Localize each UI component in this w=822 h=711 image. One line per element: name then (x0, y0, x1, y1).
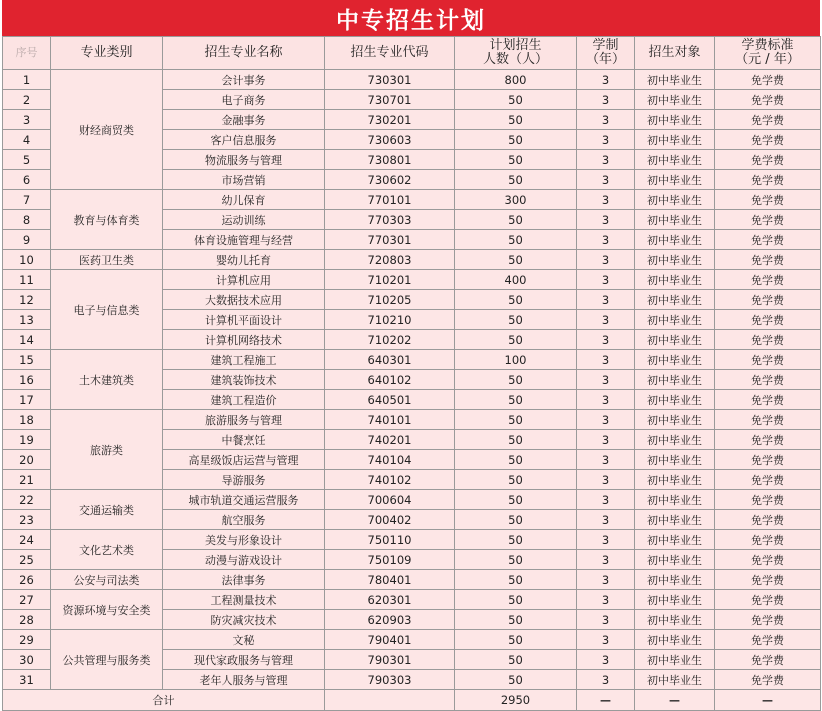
row-index: 31 (3, 670, 51, 690)
study-years: 3 (577, 510, 635, 530)
tuition-fee: 免学费 (715, 270, 821, 290)
enroll-count: 50 (455, 130, 577, 150)
enroll-count: 800 (455, 70, 577, 90)
row-index: 9 (3, 230, 51, 250)
enroll-target: 初中毕业生 (635, 410, 715, 430)
enroll-target: 初中毕业生 (635, 370, 715, 390)
study-years: 3 (577, 590, 635, 610)
tuition-fee: 免学费 (715, 570, 821, 590)
major-name: 客户信息服务 (163, 130, 325, 150)
category-cell: 财经商贸类 (51, 70, 163, 190)
tuition-fee: 免学费 (715, 550, 821, 570)
enroll-target: 初中毕业生 (635, 170, 715, 190)
header-target: 招生对象 (635, 37, 715, 70)
major-code: 730701 (325, 90, 455, 110)
major-code: 640301 (325, 350, 455, 370)
total-row (3, 690, 821, 711)
study-years: 3 (577, 530, 635, 550)
row-index: 20 (3, 450, 51, 470)
study-years: 3 (577, 390, 635, 410)
row-index: 25 (3, 550, 51, 570)
major-name: 计算机网络技术 (163, 330, 325, 350)
enroll-count: 50 (455, 370, 577, 390)
total-code-empty (325, 690, 455, 711)
row-index: 14 (3, 330, 51, 350)
major-code: 740102 (325, 470, 455, 490)
row-index: 28 (3, 610, 51, 630)
header-fee (715, 37, 821, 70)
enroll-target: 初中毕业生 (635, 150, 715, 170)
enroll-count: 50 (455, 630, 577, 650)
header-fee-line2: （元 / 年） (735, 52, 800, 67)
major-code: 790301 (325, 650, 455, 670)
major-code: 770101 (325, 190, 455, 210)
major-name: 建筑装饰技术 (163, 370, 325, 390)
category-cell: 公共管理与服务类 (51, 630, 163, 690)
header-major: 招生专业名称 (163, 37, 325, 70)
enroll-target: 初中毕业生 (635, 330, 715, 350)
row-index: 26 (3, 570, 51, 590)
study-years: 3 (577, 550, 635, 570)
enroll-target: 初中毕业生 (635, 590, 715, 610)
enroll-count: 50 (455, 230, 577, 250)
tuition-fee: 免学费 (715, 470, 821, 490)
study-years: 3 (577, 450, 635, 470)
study-years: 3 (577, 130, 635, 150)
enroll-count: 50 (455, 590, 577, 610)
study-years: 3 (577, 190, 635, 210)
tuition-fee: 免学费 (715, 670, 821, 690)
tuition-fee: 免学费 (715, 290, 821, 310)
study-years: 3 (577, 490, 635, 510)
enroll-count: 50 (455, 110, 577, 130)
major-code: 770301 (325, 230, 455, 250)
category-cell: 公安与司法类 (51, 570, 163, 590)
major-code: 740201 (325, 430, 455, 450)
major-code: 730603 (325, 130, 455, 150)
category-cell: 教育与体育类 (51, 190, 163, 250)
major-name: 大数据技术应用 (163, 290, 325, 310)
category-cell: 土木建筑类 (51, 350, 163, 410)
enroll-count: 50 (455, 610, 577, 630)
enroll-count: 50 (455, 90, 577, 110)
tuition-fee: 免学费 (715, 70, 821, 90)
major-code: 770303 (325, 210, 455, 230)
header-category: 专业类别 (51, 37, 163, 70)
major-code: 720803 (325, 250, 455, 270)
enroll-count: 50 (455, 570, 577, 590)
category-cell: 文化艺术类 (51, 530, 163, 570)
header-count (455, 37, 577, 70)
enroll-target: 初中毕业生 (635, 450, 715, 470)
major-name: 导游服务 (163, 470, 325, 490)
major-code: 620903 (325, 610, 455, 630)
enroll-target: 初中毕业生 (635, 90, 715, 110)
enroll-count: 50 (455, 490, 577, 510)
major-name: 市场营销 (163, 170, 325, 190)
major-code: 730602 (325, 170, 455, 190)
tuition-fee: 免学费 (715, 130, 821, 150)
enroll-count: 50 (455, 550, 577, 570)
enroll-target: 初中毕业生 (635, 510, 715, 530)
enroll-count: 50 (455, 470, 577, 490)
enroll-target: 初中毕业生 (635, 210, 715, 230)
major-name: 会计事务 (163, 70, 325, 90)
tuition-fee: 免学费 (715, 230, 821, 250)
enroll-target: 初中毕业生 (635, 70, 715, 90)
enroll-count: 50 (455, 170, 577, 190)
enroll-count: 50 (455, 310, 577, 330)
category-cell: 旅游类 (51, 410, 163, 490)
enroll-count: 50 (455, 670, 577, 690)
study-years: 3 (577, 210, 635, 230)
enroll-count: 50 (455, 650, 577, 670)
enroll-count: 50 (455, 530, 577, 550)
study-years: 3 (577, 250, 635, 270)
row-index: 29 (3, 630, 51, 650)
study-years: 3 (577, 350, 635, 370)
tuition-fee: 免学费 (715, 210, 821, 230)
major-name: 电子商务 (163, 90, 325, 110)
table-row (3, 270, 821, 290)
study-years: 3 (577, 570, 635, 590)
row-index: 24 (3, 530, 51, 550)
study-years: 3 (577, 410, 635, 430)
table-row (3, 250, 821, 270)
row-index: 19 (3, 430, 51, 450)
study-years: 3 (577, 310, 635, 330)
enroll-target: 初中毕业生 (635, 190, 715, 210)
study-years: 3 (577, 170, 635, 190)
tuition-fee: 免学费 (715, 310, 821, 330)
tuition-fee: 免学费 (715, 110, 821, 130)
major-code: 740101 (325, 410, 455, 430)
row-index: 22 (3, 490, 51, 510)
table-row (3, 630, 821, 650)
major-code: 710205 (325, 290, 455, 310)
study-years: 3 (577, 630, 635, 650)
row-index: 10 (3, 250, 51, 270)
enroll-target: 初中毕业生 (635, 490, 715, 510)
header-count-line1: 计划招生 (489, 38, 542, 53)
study-years: 3 (577, 430, 635, 450)
row-index: 13 (3, 310, 51, 330)
enroll-count: 50 (455, 290, 577, 310)
enroll-target: 初中毕业生 (635, 550, 715, 570)
tuition-fee: 免学费 (715, 190, 821, 210)
header-code: 招生专业代码 (325, 37, 455, 70)
tuition-fee: 免学费 (715, 90, 821, 110)
enroll-count: 50 (455, 250, 577, 270)
major-name: 婴幼儿托育 (163, 250, 325, 270)
row-index: 18 (3, 410, 51, 430)
row-index: 3 (3, 110, 51, 130)
enroll-target: 初中毕业生 (635, 530, 715, 550)
row-index: 5 (3, 150, 51, 170)
major-name: 动漫与游戏设计 (163, 550, 325, 570)
header-fee-line1: 学费标准 (741, 38, 794, 53)
major-name: 航空服务 (163, 510, 325, 530)
table-row (3, 590, 821, 610)
major-code: 730201 (325, 110, 455, 130)
enroll-target: 初中毕业生 (635, 570, 715, 590)
enroll-target: 初中毕业生 (635, 310, 715, 330)
total-fee: — (715, 690, 821, 711)
enroll-count: 400 (455, 270, 577, 290)
row-index: 7 (3, 190, 51, 210)
tuition-fee: 免学费 (715, 590, 821, 610)
major-code: 780401 (325, 570, 455, 590)
major-name: 文秘 (163, 630, 325, 650)
tuition-fee: 免学费 (715, 350, 821, 370)
enroll-target: 初中毕业生 (635, 470, 715, 490)
major-code: 700402 (325, 510, 455, 530)
tuition-fee: 免学费 (715, 610, 821, 630)
enroll-count: 50 (455, 390, 577, 410)
enroll-target: 初中毕业生 (635, 110, 715, 130)
major-name: 旅游服务与管理 (163, 410, 325, 430)
tuition-fee: 免学费 (715, 170, 821, 190)
enroll-target: 初中毕业生 (635, 250, 715, 270)
study-years: 3 (577, 230, 635, 250)
major-code: 740104 (325, 450, 455, 470)
row-index: 23 (3, 510, 51, 530)
major-name: 运动训练 (163, 210, 325, 230)
major-name: 计算机应用 (163, 270, 325, 290)
major-name: 中餐烹饪 (163, 430, 325, 450)
category-cell: 资源环境与安全类 (51, 590, 163, 630)
enroll-count: 50 (455, 410, 577, 430)
row-index: 21 (3, 470, 51, 490)
enroll-target: 初中毕业生 (635, 270, 715, 290)
header-years-line1: 学制 (592, 38, 619, 53)
total-count: 2950 (455, 690, 577, 711)
enroll-target: 初中毕业生 (635, 670, 715, 690)
enroll-target: 初中毕业生 (635, 630, 715, 650)
tuition-fee: 免学费 (715, 510, 821, 530)
study-years: 3 (577, 110, 635, 130)
major-name: 老年人服务与管理 (163, 670, 325, 690)
major-name: 幼儿保育 (163, 190, 325, 210)
category-cell: 电子与信息类 (51, 270, 163, 350)
table-row (3, 570, 821, 590)
enroll-target: 初中毕业生 (635, 130, 715, 150)
study-years: 3 (577, 290, 635, 310)
major-name: 体育设施管理与经营 (163, 230, 325, 250)
major-code: 750110 (325, 530, 455, 550)
study-years: 3 (577, 470, 635, 490)
major-name: 建筑工程造价 (163, 390, 325, 410)
study-years: 3 (577, 150, 635, 170)
tuition-fee: 免学费 (715, 490, 821, 510)
study-years: 3 (577, 650, 635, 670)
page-title: 中专招生计划 (2, 0, 820, 36)
row-index: 15 (3, 350, 51, 370)
study-years: 3 (577, 270, 635, 290)
major-name: 物流服务与管理 (163, 150, 325, 170)
table-row (3, 190, 821, 210)
study-years: 3 (577, 670, 635, 690)
major-code: 730301 (325, 70, 455, 90)
major-code: 710202 (325, 330, 455, 350)
category-cell: 医药卫生类 (51, 250, 163, 270)
enroll-count: 50 (455, 150, 577, 170)
row-index: 1 (3, 70, 51, 90)
tuition-fee: 免学费 (715, 630, 821, 650)
major-code: 790303 (325, 670, 455, 690)
major-name: 法律事务 (163, 570, 325, 590)
major-name: 工程测量技术 (163, 590, 325, 610)
table-row (3, 490, 821, 510)
row-index: 30 (3, 650, 51, 670)
tuition-fee: 免学费 (715, 450, 821, 470)
major-name: 现代家政服务与管理 (163, 650, 325, 670)
major-name: 高星级饭店运营与管理 (163, 450, 325, 470)
study-years: 3 (577, 610, 635, 630)
major-code: 790401 (325, 630, 455, 650)
row-index: 6 (3, 170, 51, 190)
row-index: 27 (3, 590, 51, 610)
tuition-fee: 免学费 (715, 650, 821, 670)
tuition-fee: 免学费 (715, 530, 821, 550)
row-index: 8 (3, 210, 51, 230)
enroll-count: 50 (455, 450, 577, 470)
header-years (577, 37, 635, 70)
major-code: 620301 (325, 590, 455, 610)
header-index: 序号 (3, 37, 51, 70)
row-index: 17 (3, 390, 51, 410)
row-index: 11 (3, 270, 51, 290)
enroll-count: 50 (455, 430, 577, 450)
enroll-count: 300 (455, 190, 577, 210)
row-index: 2 (3, 90, 51, 110)
major-code: 700604 (325, 490, 455, 510)
enroll-target: 初中毕业生 (635, 430, 715, 450)
major-name: 建筑工程施工 (163, 350, 325, 370)
total-years: — (577, 690, 635, 711)
study-years: 3 (577, 330, 635, 350)
major-name: 美发与形象设计 (163, 530, 325, 550)
major-name: 计算机平面设计 (163, 310, 325, 330)
major-code: 710201 (325, 270, 455, 290)
tuition-fee: 免学费 (715, 410, 821, 430)
table-row (3, 410, 821, 430)
total-target: — (635, 690, 715, 711)
study-years: 3 (577, 90, 635, 110)
major-code: 750109 (325, 550, 455, 570)
enroll-target: 初中毕业生 (635, 650, 715, 670)
major-code: 640501 (325, 390, 455, 410)
tuition-fee: 免学费 (715, 430, 821, 450)
total-label: 合计 (3, 690, 325, 711)
major-code: 710210 (325, 310, 455, 330)
enroll-target: 初中毕业生 (635, 290, 715, 310)
study-years: 3 (577, 370, 635, 390)
enroll-target: 初中毕业生 (635, 610, 715, 630)
enroll-count: 50 (455, 510, 577, 530)
enroll-count: 100 (455, 350, 577, 370)
row-index: 16 (3, 370, 51, 390)
row-index: 4 (3, 130, 51, 150)
enroll-count: 50 (455, 330, 577, 350)
category-cell: 交通运输类 (51, 490, 163, 530)
tuition-fee: 免学费 (715, 250, 821, 270)
major-code: 640102 (325, 370, 455, 390)
table-row (3, 350, 821, 370)
table-body (3, 70, 821, 690)
major-name: 防灾减灾技术 (163, 610, 325, 630)
row-index: 12 (3, 290, 51, 310)
major-name: 城市轨道交通运营服务 (163, 490, 325, 510)
header-years-line2: （年） (585, 52, 625, 67)
header-count-line2: 人数（人） (482, 52, 548, 67)
study-years: 3 (577, 70, 635, 90)
enroll-target: 初中毕业生 (635, 390, 715, 410)
major-code: 730801 (325, 150, 455, 170)
enroll-count: 50 (455, 210, 577, 230)
table-row (3, 70, 821, 90)
tuition-fee: 免学费 (715, 370, 821, 390)
major-name: 金融事务 (163, 110, 325, 130)
enroll-target: 初中毕业生 (635, 350, 715, 370)
enroll-target: 初中毕业生 (635, 230, 715, 250)
tuition-fee: 免学费 (715, 330, 821, 350)
table-row (3, 530, 821, 550)
table-header-row (3, 37, 821, 70)
tuition-fee: 免学费 (715, 150, 821, 170)
tuition-fee: 免学费 (715, 390, 821, 410)
enrollment-plan-table (2, 36, 821, 711)
